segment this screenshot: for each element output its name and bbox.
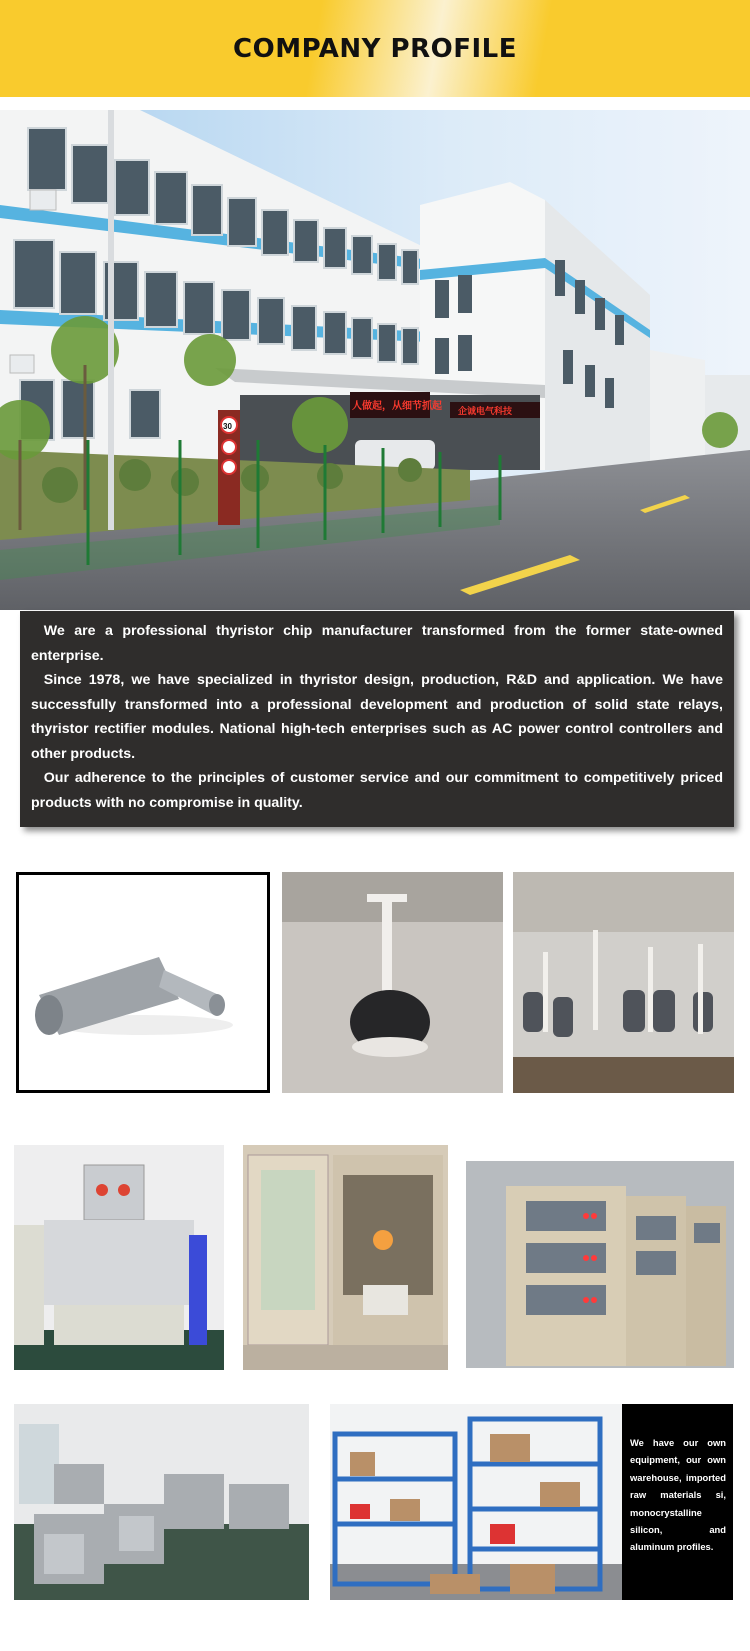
company-intro-card bbox=[20, 611, 734, 827]
factory-building-photo bbox=[0, 110, 750, 610]
intro-paragraph: Our adherence to the principles of customer service and our commitment to competitively priced products with no compromise in quality. bbox=[31, 770, 723, 811]
building-sign-text: 人做起，从细节抓起 bbox=[352, 401, 442, 412]
aluminum-profiles-warehouse-photo bbox=[14, 1404, 309, 1600]
warehouse-caption-box bbox=[622, 1404, 733, 1600]
page-title: COMPANY PROFILE bbox=[233, 33, 517, 64]
diffusion-furnace-photo bbox=[14, 1145, 224, 1370]
speed-limit-sign: 30 bbox=[223, 422, 232, 431]
header-banner bbox=[0, 0, 750, 97]
intro-paragraph: Since 1978, we have specialized in thyristor design, production, R&D and application. We have successfully transformed into a professional development and production of solid state relays, thyristor rectifier modules. National high-tech enterprises such as AC power control controllers and other products. bbox=[31, 672, 723, 762]
chip-fixtures-photo bbox=[513, 872, 734, 1093]
storage-racks-photo bbox=[330, 1404, 622, 1600]
control-cabinets-photo bbox=[466, 1161, 734, 1368]
annealing-cabinet-photo bbox=[243, 1145, 448, 1370]
caption-text: We have our own equipment, our own warehouse, imported raw materials si, monocrystalline silicon, and aluminum profiles. bbox=[630, 1437, 726, 1553]
silicon-rod-photo bbox=[16, 872, 270, 1093]
thyristor-chip-stack-photo bbox=[282, 872, 503, 1093]
intro-paragraph: We are a professional thyristor chip manufacturer transformed from the former state-owned enterprise. bbox=[31, 623, 723, 664]
company-sign-text: 企诚电气科技 bbox=[458, 406, 513, 416]
